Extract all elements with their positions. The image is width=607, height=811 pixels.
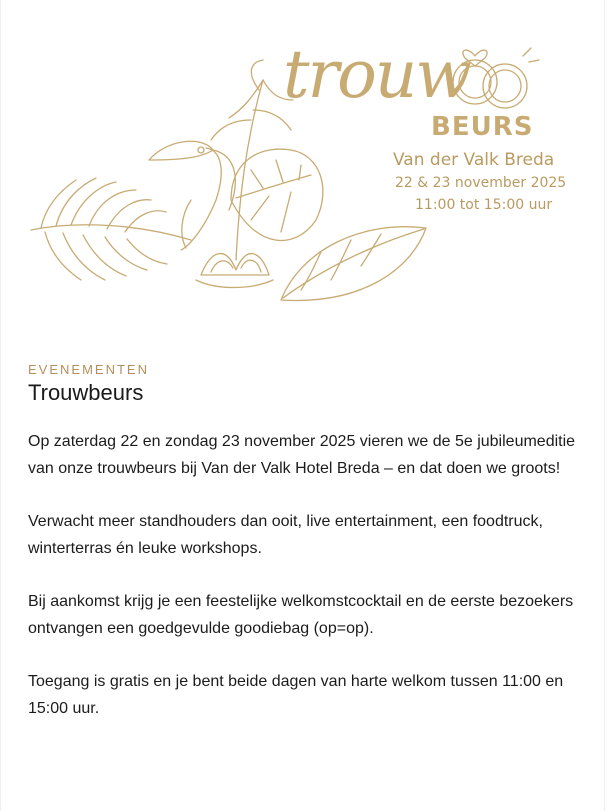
hero-dates: 22 & 23 november 2025 — [395, 175, 567, 191]
paragraph: Toegang is gratis en je bent beide dagen van harte welkom tussen 11:00 en 15:00 uur. — [28, 673, 564, 718]
paragraph: Verwacht meer standhouders dan ooit, live entertainment, een foodtruck, winterterras én leuke workshops. — [28, 513, 543, 558]
palm-leaf-icon — [31, 178, 191, 280]
category-label[interactable]: EVENEMENTEN — [28, 362, 149, 377]
large-leaf-icon — [281, 227, 426, 301]
hero-banner[interactable] — [1, 0, 606, 340]
plant-stem-icon — [211, 60, 293, 260]
logo-script-text: trouw — [283, 36, 470, 113]
paragraph: Op zaterdag 22 en zondag 23 november 2025 vieren we de 5e jubileumeditie van onze trouwbeurs bij Van der Valk Hotel Breda – en dat doen we groots! — [28, 433, 576, 478]
toucan-icon — [149, 141, 235, 250]
paragraph: Bij aankomst krijg je een feestelijke welkomstcocktail en de eerste bezoekers ontvangen een goedgevulde goodiebag (op=op). — [28, 593, 574, 638]
lotus-flower-icon — [196, 254, 273, 288]
article-body — [28, 428, 588, 722]
monstera-leaf-icon — [231, 149, 323, 240]
logo-beurs-text: BEURS — [431, 112, 534, 142]
hero-hours: 11:00 tot 15:00 uur — [415, 197, 553, 213]
article-title[interactable]: Trouwbeurs — [28, 380, 144, 405]
article-content — [28, 362, 588, 748]
hero-venue: Van der Valk Breda — [393, 150, 555, 170]
